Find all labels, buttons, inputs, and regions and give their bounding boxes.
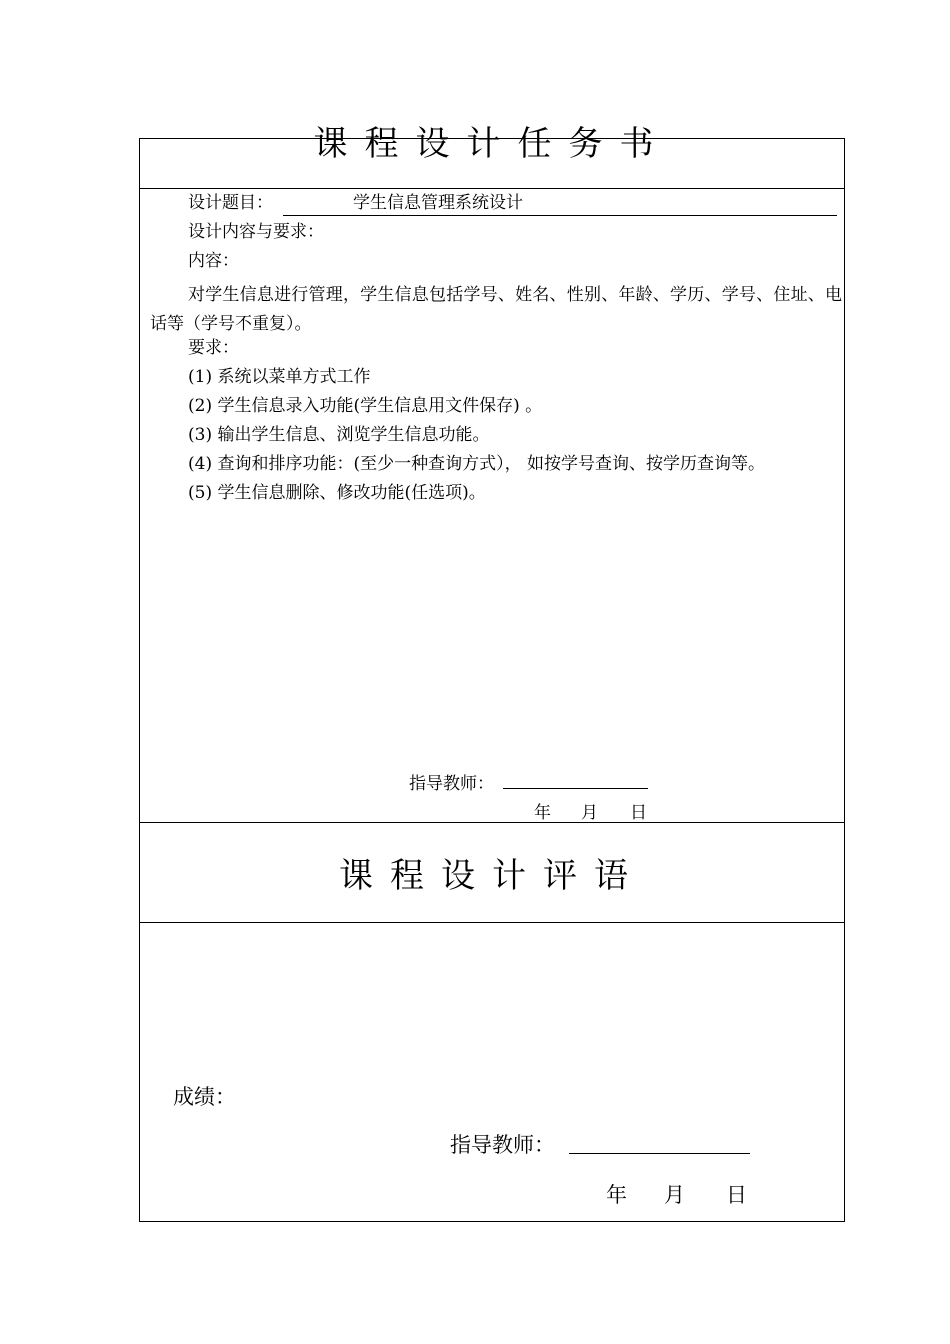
task-book-title-row	[140, 124, 844, 189]
advisor-label: 指导教师：	[409, 774, 494, 794]
comments-date-day-label: 日	[726, 1183, 747, 1207]
grade-label: 成绩：	[173, 1085, 236, 1109]
advisor-signature-line[interactable]	[503, 788, 648, 789]
date-day-label: 日	[630, 803, 647, 823]
topic-underline	[283, 215, 837, 216]
topic-label: 设计题目：	[188, 193, 273, 213]
requirement-item: (1) 系统以菜单方式工作	[188, 367, 371, 387]
comments-date-month-label: 月	[664, 1183, 685, 1207]
topic-value: 学生信息管理系统设计	[353, 193, 523, 213]
comments-advisor-label: 指导教师：	[450, 1133, 555, 1157]
comments-title-row	[140, 823, 844, 923]
date-year-label: 年	[534, 803, 551, 823]
requirements-label: 要求：	[188, 338, 239, 358]
requirement-item: (2) 学生信息录入功能(学生信息用文件保存) 。	[188, 396, 543, 416]
content-requirements-label: 设计内容与要求：	[188, 222, 324, 242]
comments-date-year-label: 年	[606, 1183, 627, 1207]
requirement-item: (3) 输出学生信息、浏览学生信息功能。	[188, 425, 490, 445]
content-paragraph: 对学生信息进行管理，学生信息包括学号、姓名、性别、年龄、学历、学号、住址、电话等（学号不重复）。	[150, 285, 842, 334]
task-content-section	[140, 189, 844, 823]
task-book-title: 课程设计任务书	[313, 124, 671, 164]
course-design-form	[139, 124, 845, 1222]
comments-advisor-signature-line[interactable]	[569, 1153, 750, 1154]
requirement-item: (4) 查询和排序功能：(至少一种查询方式）， 如按学号查询、按学历查询等。	[188, 454, 766, 474]
comments-title: 课程设计评语	[339, 856, 645, 896]
comments-section	[140, 923, 844, 1221]
date-month-label: 月	[581, 803, 598, 823]
content-label: 内容：	[188, 251, 239, 271]
requirement-item: (5) 学生信息删除、修改功能(任选项)。	[188, 483, 486, 503]
